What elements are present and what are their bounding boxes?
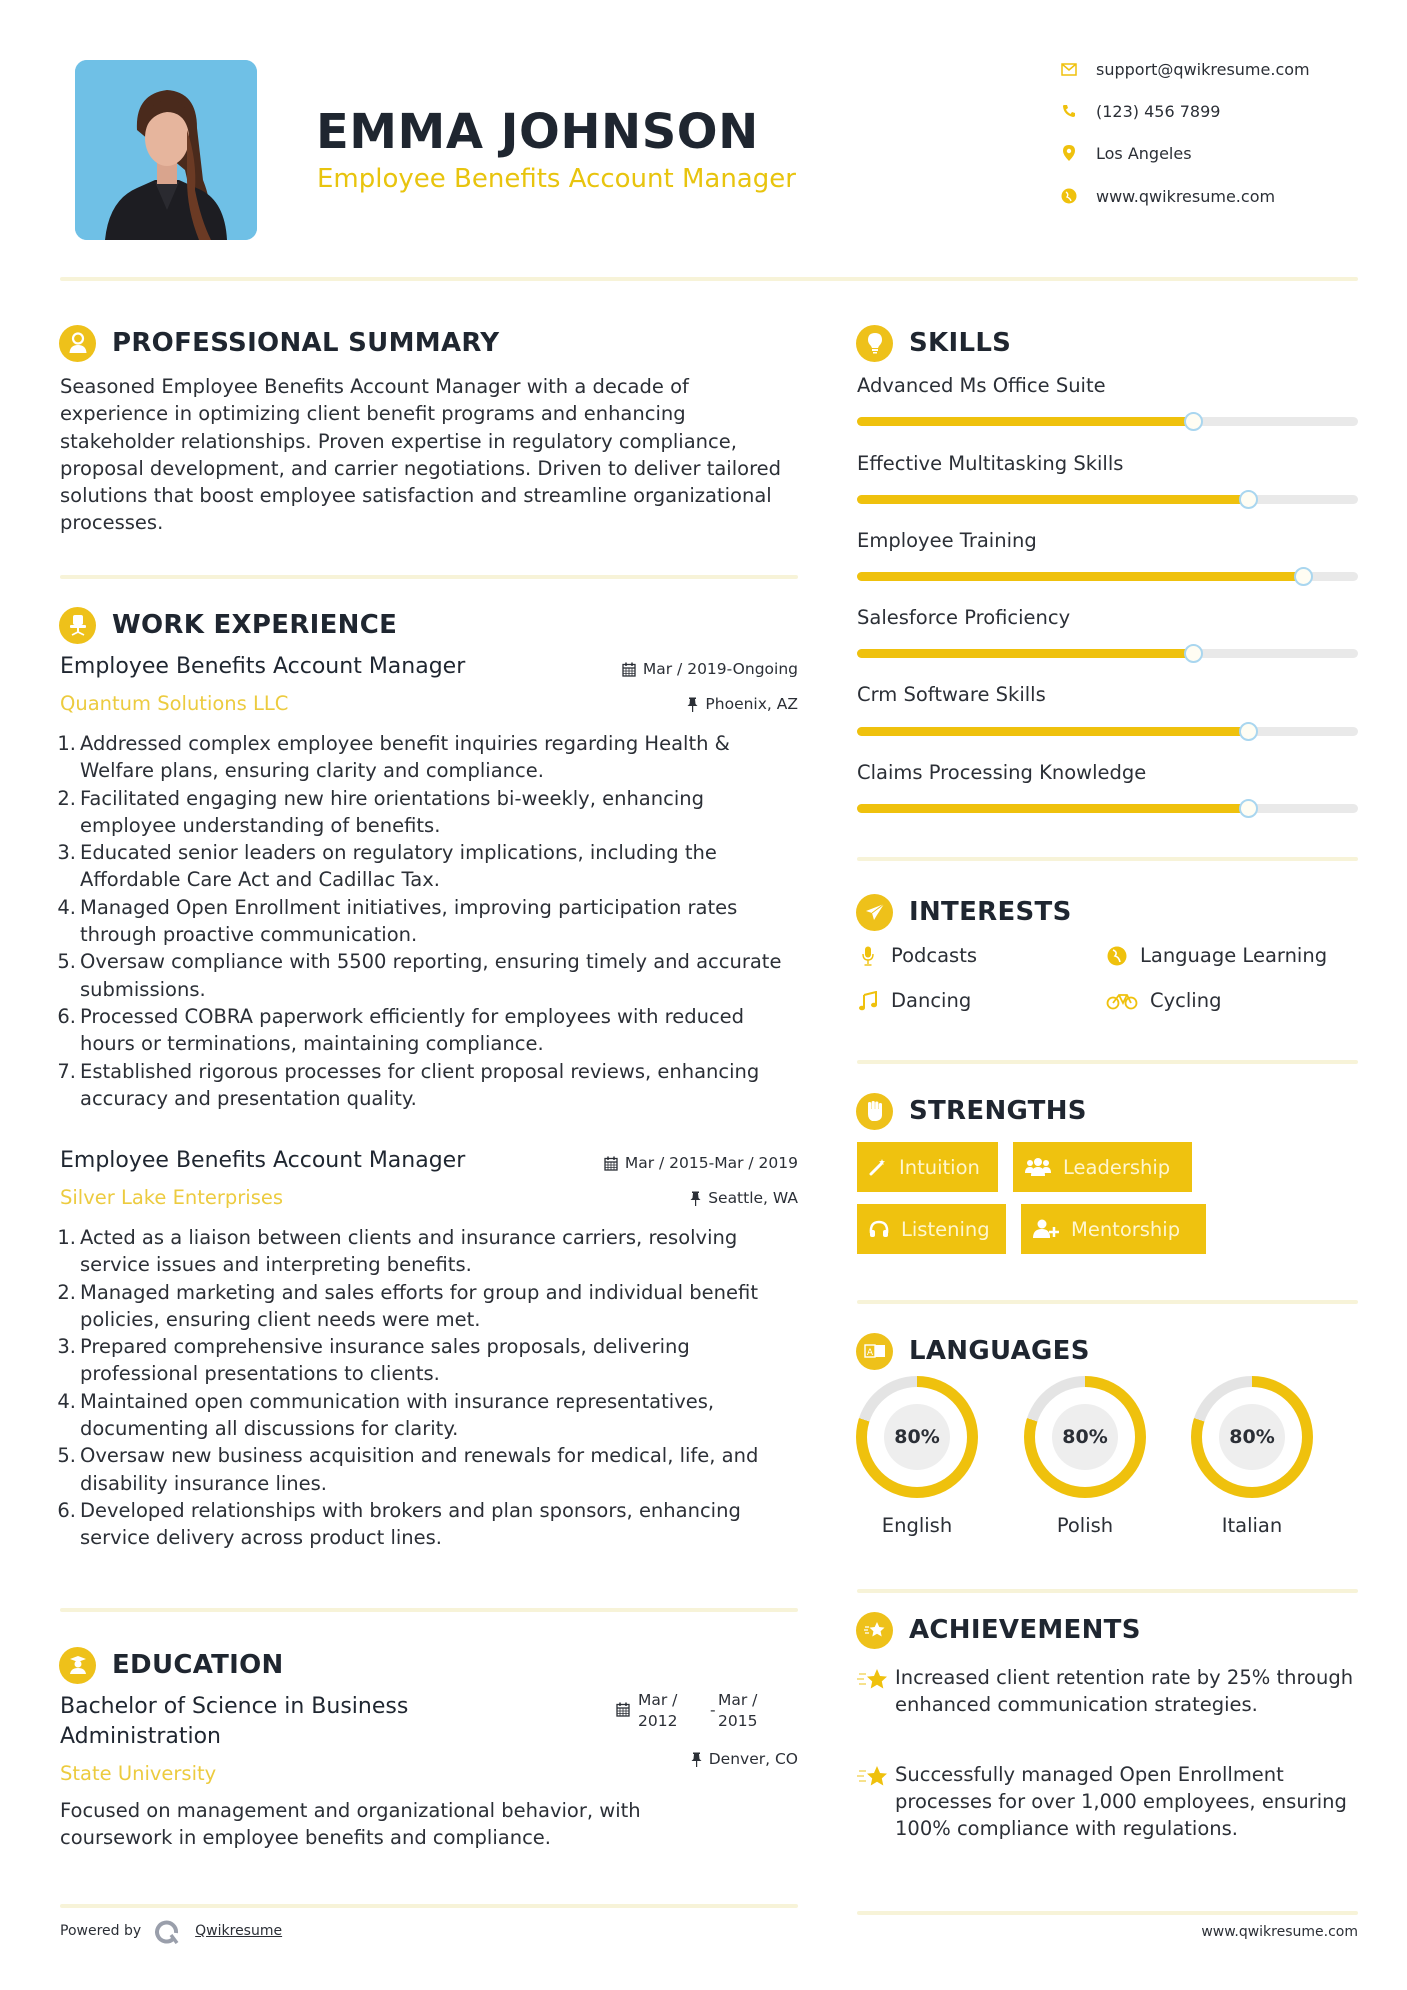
language-percent: 80%	[1052, 1404, 1118, 1470]
shooting-star-icon	[857, 1761, 895, 1842]
skill-knob	[1239, 722, 1258, 741]
contact-website-text: www.qwikresume.com	[1096, 186, 1276, 206]
education-title: EDUCATION	[112, 1650, 284, 1680]
interest-item	[1106, 944, 1327, 967]
strength-tag	[857, 1142, 998, 1192]
strength-label: Mentorship	[1071, 1217, 1181, 1241]
languages-divider	[857, 1589, 1358, 1593]
list-item: 7. Established rigorous processes for client proposal reviews, enhancing accuracy and presentation quality.	[57, 1059, 760, 1110]
list-item: 3. Prepared comprehensive insurance sales proposals, delivering professional presentations to clients.	[57, 1335, 690, 1386]
job-2-dates	[540, 1154, 798, 1172]
bicycle-icon	[1106, 992, 1138, 1010]
language-label: English	[881, 1514, 953, 1537]
list-item: 2. Managed marketing and sales efforts for group and individual benefit policies, ensuring client needs were met.	[57, 1280, 758, 1331]
list-item: 5. Oversaw new business acquisition and renewals for medical, life, and disability insurance lines.	[57, 1444, 759, 1495]
person-portrait-icon	[75, 60, 257, 240]
list-item: 2. Facilitated engaging new hire orientations bi-weekly, enhancing employee understanding of benefits.	[57, 786, 704, 837]
education-end-date: Mar / 2015	[718, 1691, 758, 1730]
job-1-dates	[560, 660, 798, 678]
summary-title: PROFESSIONAL SUMMARY	[112, 328, 500, 358]
skill-knob	[1294, 567, 1313, 586]
education-date-separator: -	[710, 1701, 716, 1719]
skill-label: Claims Processing Knowledge	[857, 761, 1147, 784]
user-plus-icon	[1033, 1219, 1059, 1239]
calendar-icon	[604, 1156, 618, 1171]
contact-location[interactable]	[1060, 140, 1380, 166]
footer-site-link[interactable]: www.qwikresume.com	[1201, 1924, 1358, 1940]
right-footer-divider	[857, 1911, 1358, 1915]
skill-bar	[857, 572, 1358, 581]
interests-title: INTERESTS	[909, 897, 1072, 927]
list-item: 6. Developed relationships with brokers and plan sponsors, enhancing service delivery across product lines.	[57, 1498, 741, 1550]
skills-heading	[856, 324, 1011, 362]
job-1-location-text: Phoenix, AZ	[705, 695, 798, 713]
shooting-star-icon	[857, 1664, 895, 1718]
contact-email[interactable]	[1060, 56, 1380, 82]
interest-item	[857, 944, 977, 967]
summary-text: Seasoned Employee Benefits Account Manager with a decade of experience in optimizing client benefit programs and enhancing stakeholder relationships. Proven expertise in regulatory compliance, proposal development, and carrier negotiations. Driven to deliver tailored solutions that boost employee satisfaction and streamline organizational processes.	[60, 375, 782, 535]
skill-knob	[1184, 412, 1203, 431]
calendar-icon	[622, 662, 636, 677]
header-divider	[60, 277, 1358, 281]
powered-by-label: Powered by	[60, 1923, 142, 1939]
calendar-icon	[616, 1702, 630, 1717]
education-start-date: Mar / 2012	[638, 1691, 678, 1730]
skill-bar	[857, 804, 1358, 813]
education-heading	[59, 1646, 284, 1684]
list-item: 4. Maintained open communication with insurance representatives, documenting all discussions for clarity.	[57, 1389, 715, 1441]
language-progress-ring	[856, 1376, 978, 1498]
language-percent: 80%	[1219, 1404, 1285, 1470]
skill-knob	[1184, 644, 1203, 663]
list-item: 6. Processed COBRA paperwork efficiently for employees with reduced hours or terminations, maintaining compliance.	[57, 1004, 745, 1056]
translate-icon	[856, 1333, 893, 1370]
language-label: Italian	[1221, 1514, 1283, 1537]
group-icon	[1025, 1157, 1051, 1177]
language-percent: 80%	[884, 1404, 950, 1470]
language-progress-ring	[1191, 1376, 1313, 1498]
skill-label: Crm Software Skills	[857, 683, 1046, 706]
job-2-location	[560, 1189, 798, 1207]
education-description: Focused on management and organizational behavior, with coursework in employee benefits and compliance.	[60, 1799, 641, 1850]
skill-knob	[1239, 490, 1258, 509]
skills-title: SKILLS	[909, 328, 1012, 358]
powered-by	[60, 1918, 282, 1944]
education-location-text: Denver, CO	[708, 1750, 798, 1768]
magic-wand-icon	[869, 1158, 887, 1176]
job-1-company: Quantum Solutions LLC	[60, 692, 289, 715]
paper-plane-icon	[856, 894, 893, 931]
candidate-title: Employee Benefits Account Manager	[317, 164, 796, 194]
job-1-title: Employee Benefits Account Manager	[60, 654, 466, 679]
languages-title: LANGUAGES	[909, 1336, 1090, 1366]
skill-bar	[857, 649, 1358, 658]
job-2-bullets	[57, 1224, 805, 1552]
job-1-bullets	[57, 730, 805, 1112]
map-pin-icon	[1060, 144, 1078, 162]
music-note-icon	[857, 991, 879, 1011]
pushpin-icon	[691, 1752, 702, 1767]
achievements-title: ACHIEVEMENTS	[909, 1615, 1141, 1645]
achievement-text: Successfully managed Open Enrollment processes for over 1,000 employees, ensuring 100% compliance with regulations.	[895, 1763, 1347, 1840]
strength-label: Intuition	[899, 1155, 980, 1179]
experience-title: WORK EXPERIENCE	[112, 610, 398, 640]
strength-label: Listening	[901, 1217, 990, 1241]
education-degree: Bachelor of Science in Business Administration	[60, 1694, 409, 1749]
interest-item	[1106, 989, 1221, 1012]
interest-label: Cycling	[1150, 989, 1222, 1012]
list-item: 4. Managed Open Enrollment initiatives, improving participation rates through proactive communication.	[57, 895, 738, 947]
language-polish	[1024, 1376, 1146, 1537]
contact-phone[interactable]	[1060, 98, 1380, 124]
pushpin-icon	[687, 697, 698, 712]
graduate-icon	[59, 1647, 96, 1684]
skill-bar	[857, 495, 1358, 504]
interest-label: Dancing	[891, 989, 972, 1012]
skill-label: Effective Multitasking Skills	[857, 452, 1124, 475]
interest-label: Language Learning	[1140, 944, 1328, 967]
education-location	[560, 1750, 798, 1768]
language-label: Polish	[1056, 1514, 1114, 1537]
contact-location-text: Los Angeles	[1096, 143, 1192, 163]
lightbulb-icon	[856, 325, 893, 362]
language-english	[856, 1376, 978, 1537]
pushpin-icon	[690, 1191, 701, 1206]
achievement-text: Increased client retention rate by 25% through enhanced communication strategies.	[895, 1666, 1354, 1716]
interest-item	[857, 989, 971, 1012]
left-footer-divider	[60, 1904, 798, 1908]
job-1-location	[560, 695, 798, 713]
qwikresume-link[interactable]: Qwikresume	[195, 1923, 283, 1939]
achievement-item	[857, 1664, 1357, 1718]
language-progress-ring	[1024, 1376, 1146, 1498]
strengths-divider	[857, 1300, 1358, 1304]
achievement-item	[857, 1761, 1357, 1842]
qwikresume-logo-icon	[155, 1918, 181, 1944]
skill-knob	[1239, 799, 1258, 818]
skill-bar	[857, 727, 1358, 736]
user-icon	[59, 325, 96, 362]
strengths-title: STRENGTHS	[909, 1096, 1087, 1126]
office-chair-icon	[59, 607, 96, 644]
envelope-icon	[1060, 60, 1078, 78]
experience-heading	[59, 606, 397, 644]
headphones-icon	[869, 1220, 889, 1238]
candidate-name: EMMA JOHNSON	[316, 104, 759, 160]
interests-divider	[857, 1060, 1358, 1064]
list-item: 1. Acted as a liaison between clients and insurance carriers, resolving service issues and interpreting benefits.	[57, 1226, 738, 1277]
language-italian	[1191, 1376, 1313, 1537]
job-2-location-text: Seattle, WA	[708, 1189, 798, 1207]
list-item: 5. Oversaw compliance with 5500 reporting, ensuring timely and accurate submissions.	[57, 950, 782, 1001]
microphone-icon	[857, 946, 879, 966]
strength-tag	[1021, 1204, 1206, 1254]
skill-label: Employee Training	[857, 529, 1037, 552]
education-school: State University	[60, 1762, 217, 1785]
strength-tag	[857, 1204, 1006, 1254]
education-dates	[616, 1690, 806, 1736]
contact-phone-text: (123) 456 7899	[1096, 101, 1221, 121]
summary-heading	[59, 324, 499, 362]
interests-heading	[856, 893, 1072, 931]
list-item: 3. Educated senior leaders on regulatory implications, including the Affordable Care Act and Cadillac Tax.	[57, 841, 717, 892]
experience-divider	[60, 1608, 798, 1612]
svg-text:A: A	[866, 1348, 873, 1358]
job-1-dates-text: Mar / 2019-Ongoing	[642, 660, 798, 678]
skill-bar	[857, 417, 1358, 426]
job-2-dates-text: Mar / 2015-Mar / 2019	[624, 1154, 798, 1172]
summary-divider	[60, 575, 798, 579]
skill-label: Advanced Ms Office Suite	[857, 374, 1106, 397]
strength-tag	[1013, 1142, 1192, 1192]
profile-photo	[75, 60, 257, 240]
languages-heading	[856, 1332, 1090, 1370]
star-badge-icon	[856, 1612, 893, 1649]
strengths-heading	[856, 1092, 1087, 1130]
contact-email-text: support@qwikresume.com	[1096, 59, 1310, 79]
globe-icon	[1060, 187, 1078, 205]
skill-label: Salesforce Proficiency	[857, 606, 1071, 629]
globe-icon	[1106, 946, 1128, 966]
job-2-company: Silver Lake Enterprises	[60, 1186, 284, 1209]
strength-label: Leadership	[1063, 1155, 1171, 1179]
skills-divider	[857, 857, 1358, 861]
achievements-heading	[856, 1611, 1141, 1649]
job-2-title: Employee Benefits Account Manager	[60, 1148, 466, 1173]
fist-icon	[856, 1093, 893, 1130]
list-item: 1. Addressed complex employee benefit inquiries regarding Health & Welfare plans, ensuring clarity and compliance.	[57, 732, 730, 783]
phone-icon	[1060, 102, 1078, 120]
interest-label: Podcasts	[891, 944, 978, 967]
contact-website[interactable]	[1060, 183, 1380, 209]
